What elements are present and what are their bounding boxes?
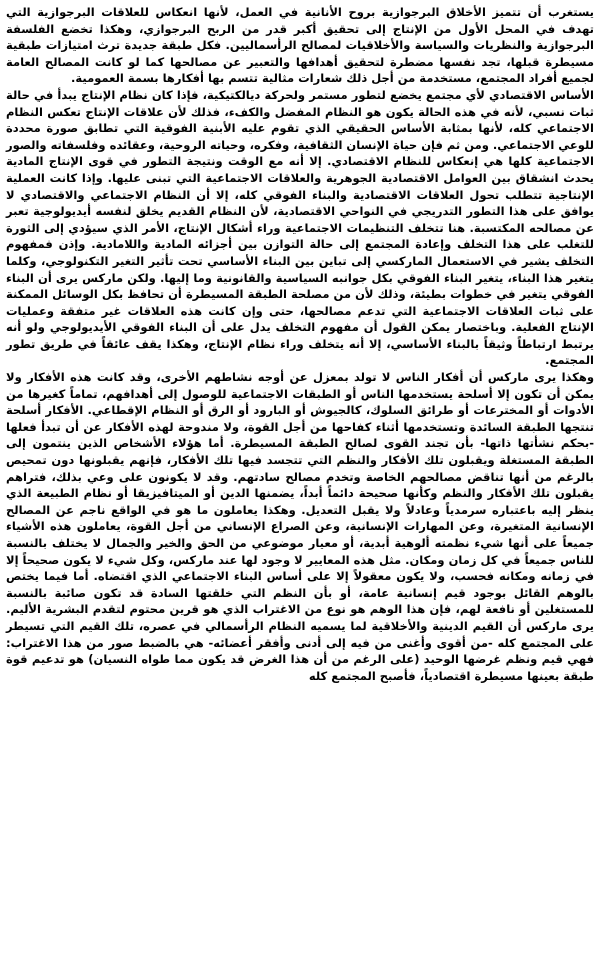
paragraph-1: يستغرب أن تتميز الأخلاق البرجوازية بروح الأنانية في العمل، لأنها انعكاس للعلاقات البرجوازية التي تهدف في المحل الأول من الإنتاج إلى تحقيق أكبر قدر من الربح البرجوازي، وهكذا تخضع الفلسفة البرجوازية والنظريات والسياسة والأخلاقيات لمصالح الرأسماليين. فكل طبقة جديدة ترث امتيازات طبقية مسيطرة قبلها، تجد نفسها مضطرة لتحقيق أهدافها والتعبير عن مصالحها كما لو كانت المصالح العامة لجميع أفراد المجتمع، مستخدمة من أجل ذلك شعارات مثالية تتسم بها أفكارها بسمة العمومية. bbox=[6, 5, 594, 86]
paragraph-3: وهكذا يرى ماركس أن أفكار الناس لا تولد بمعزل عن أوجه نشاطهم الأخرى، وقد كانت هذه الأفكار ولا يمكن أن تكون إلا أسلحة يستخدمها الناس أو الطبقات الاجتماعية للوصول إلى أهدافهم، تماماً كغيرها من الأدوات أو المخترعات أو طرائق السلوك، كالجيوش أو البارود أو الرق أو النظام الإقطاعي. الأفكار أسلحة تنتجها الطبقة السائدة وتستخدمها أثناء كفاحها من أجل القوة، ولا مندوحة لهذه الأفكار عن أن تبدأ فعلها -بحكم نشأتها ذاتها- بأن تجند القوى لصالح الطبقة المسيطرة. أما هؤلاء الأشخاص الذين ينتمون إلى الطبقة المستغلة ويقبلون تلك الأفكار والنظم التي تتجسد فيها تلك الأفكار، فإنهم يقبلونها دون تمحيص بالرغم من أنها تناقض مصالحهم الخاصة وتخدم مصالح سادتهم. وقد لا يكونون على وعي بذلك، فتراهم يقبلون تلك الأفكار والنظم وكأنها صحيحة دائماً أبداً، يضمنها الدين أو الميتافيزيقا أو نظام الطبيعة الذي ينظر إليه باعتباره سرمدياً وعادلاً ولا يقبل التعديل. وهكذا يعاملون ما هو في الواقع ناجم عن المصالح الإنسانية المتغيرة، وعن المهارات الإنسانية، وعن الصراع الإنساني من أجل القوة، يعاملون هذه الأشياء جميعاً على أنها شيء نظمته ألوهية أبدية، أو معيار موضوعي من الحق والخير والجمال لا يختلف بالنسبة للناس جميعاً في كل زمان ومكان. مثل هذه المعايير لا وجود لها عند ماركس، وكل شيء لا يكون صحيحاً إلا في زمانه ومكانه فحسب، ولا يكون معقولاً إلا على أساس البناء الاجتماعي الذي اقتضاه. أما فيما يختص بالوهم القائل بوجود قيم إنسانية عامة، أو بأن النظم التي خلقتها السادة قد تكون صائبة بالنسبة للمستغلين أو نافعة لهم، فإن هذا الوهم هو نوع من الاغتراب الذي هو قرين محتوم لتقدم البشرية الأليم. يرى ماركس أن القيم الدينية والأخلاقية لما يسميه النظام الرأسمالي في عصره، تلك القيم التي تسيطر على المجتمع كله -من أقوى وأغنى من فيه إلى أدنى وأفقر أعضائه- هي بالضبط صور من هذا الاغتراب: فهي قيم ونظم غرضها الوحيد (على الرغم من أن هذا الغرض قد يكون مما طواه النسيان) هو تدعيم قوة طبقة بعينها مسيطرة اقتصادياً، فأصبح المجتمع كله bbox=[6, 370, 594, 683]
paragraph-2: الأساس الاقتصادي لأي مجتمع يخضع لتطور مستمر ولحركة ديالكتيكية، فإذا كان نظام الإنتاج يبدأ في حالة ثبات نسبي، لأنه في هذه الحالة يكون هو النظام المفضل والكفء، فذلك لأن علاقات الإنتاج تعكس النظام الاجتماعي كله، لأنها بمثابة الأساس الحقيقي الذي تقوم عليه الأبنية الفوقية التي تطابق صورة محددة للوعي الاجتماعي. ومن ثم فإن حياة الإنسان الثقافية، وفكره، وحياته الروحية، وعقائده وفلسفاته والصور الاجتماعية كلها هي إنعكاس للنظام الاقتصادي. إلا أنه مع الوقت ونتيجة التطور في قوى الإنتاج المادية يحدث انشقاق بين العوامل الاقتصادية الجوهرية والعلاقات الاجتماعية التي تبنى عليها. وإذا كانت العملية الإنتاجية تتطلب تحول العلاقات الاقتصادية والبناء الفوقي كله، إلا أن النظام الاجتماعي والاقتصادي لا يوافق على هذا التطور التدريجي في النواحي الاقتصادية، لأن النظام القديم يخلق لنفسه أيديولوجية تعبر عن مصالحه المكتسبة. هنا تتخلف التنظيمات الاجتماعية وراء أشكال الإنتاج، الأمر الذي سيؤدي إلى الثورة للتغلب على هذا التخلف وإعادة المجتمع إلى حالة التوازن بين أجزائه المادية واللامادية. وإذن فمفهوم التخلف يشير في الاستعمال الماركسي إلى تباين بين البناء الأساسي تحت تأثير التغير التكنولوجي، وكلما يتغير هذا البناء، يتغير البناء الفوقي بكل جوانبه السياسية والقانونية وما إليها. ولكن ماركس يرى أن البناء الفوقي يتغير في خطوات بطيئة، وذلك لأن من مصلحة الطبقة المسيطرة أن تحافظ بكل الوسائل الممكنة على ثبات العلاقات الاجتماعية التي تدعم مصالحها، حتى وإن كانت هذه العلاقات غير متفقة وعمليات الإنتاج الفعلية. وباختصار يمكن القول أن مفهوم التخلف يدل على أن البناء الفوقي الأيديولوجي ولو أنه يرتبط ارتباطاً وثيقاً بالبناء الأساسي، إلا أنه يتخلف وراء نظام الإنتاج، وهكذا يقف عائقاً في طريق تطور المجتمع. bbox=[6, 87, 594, 368]
